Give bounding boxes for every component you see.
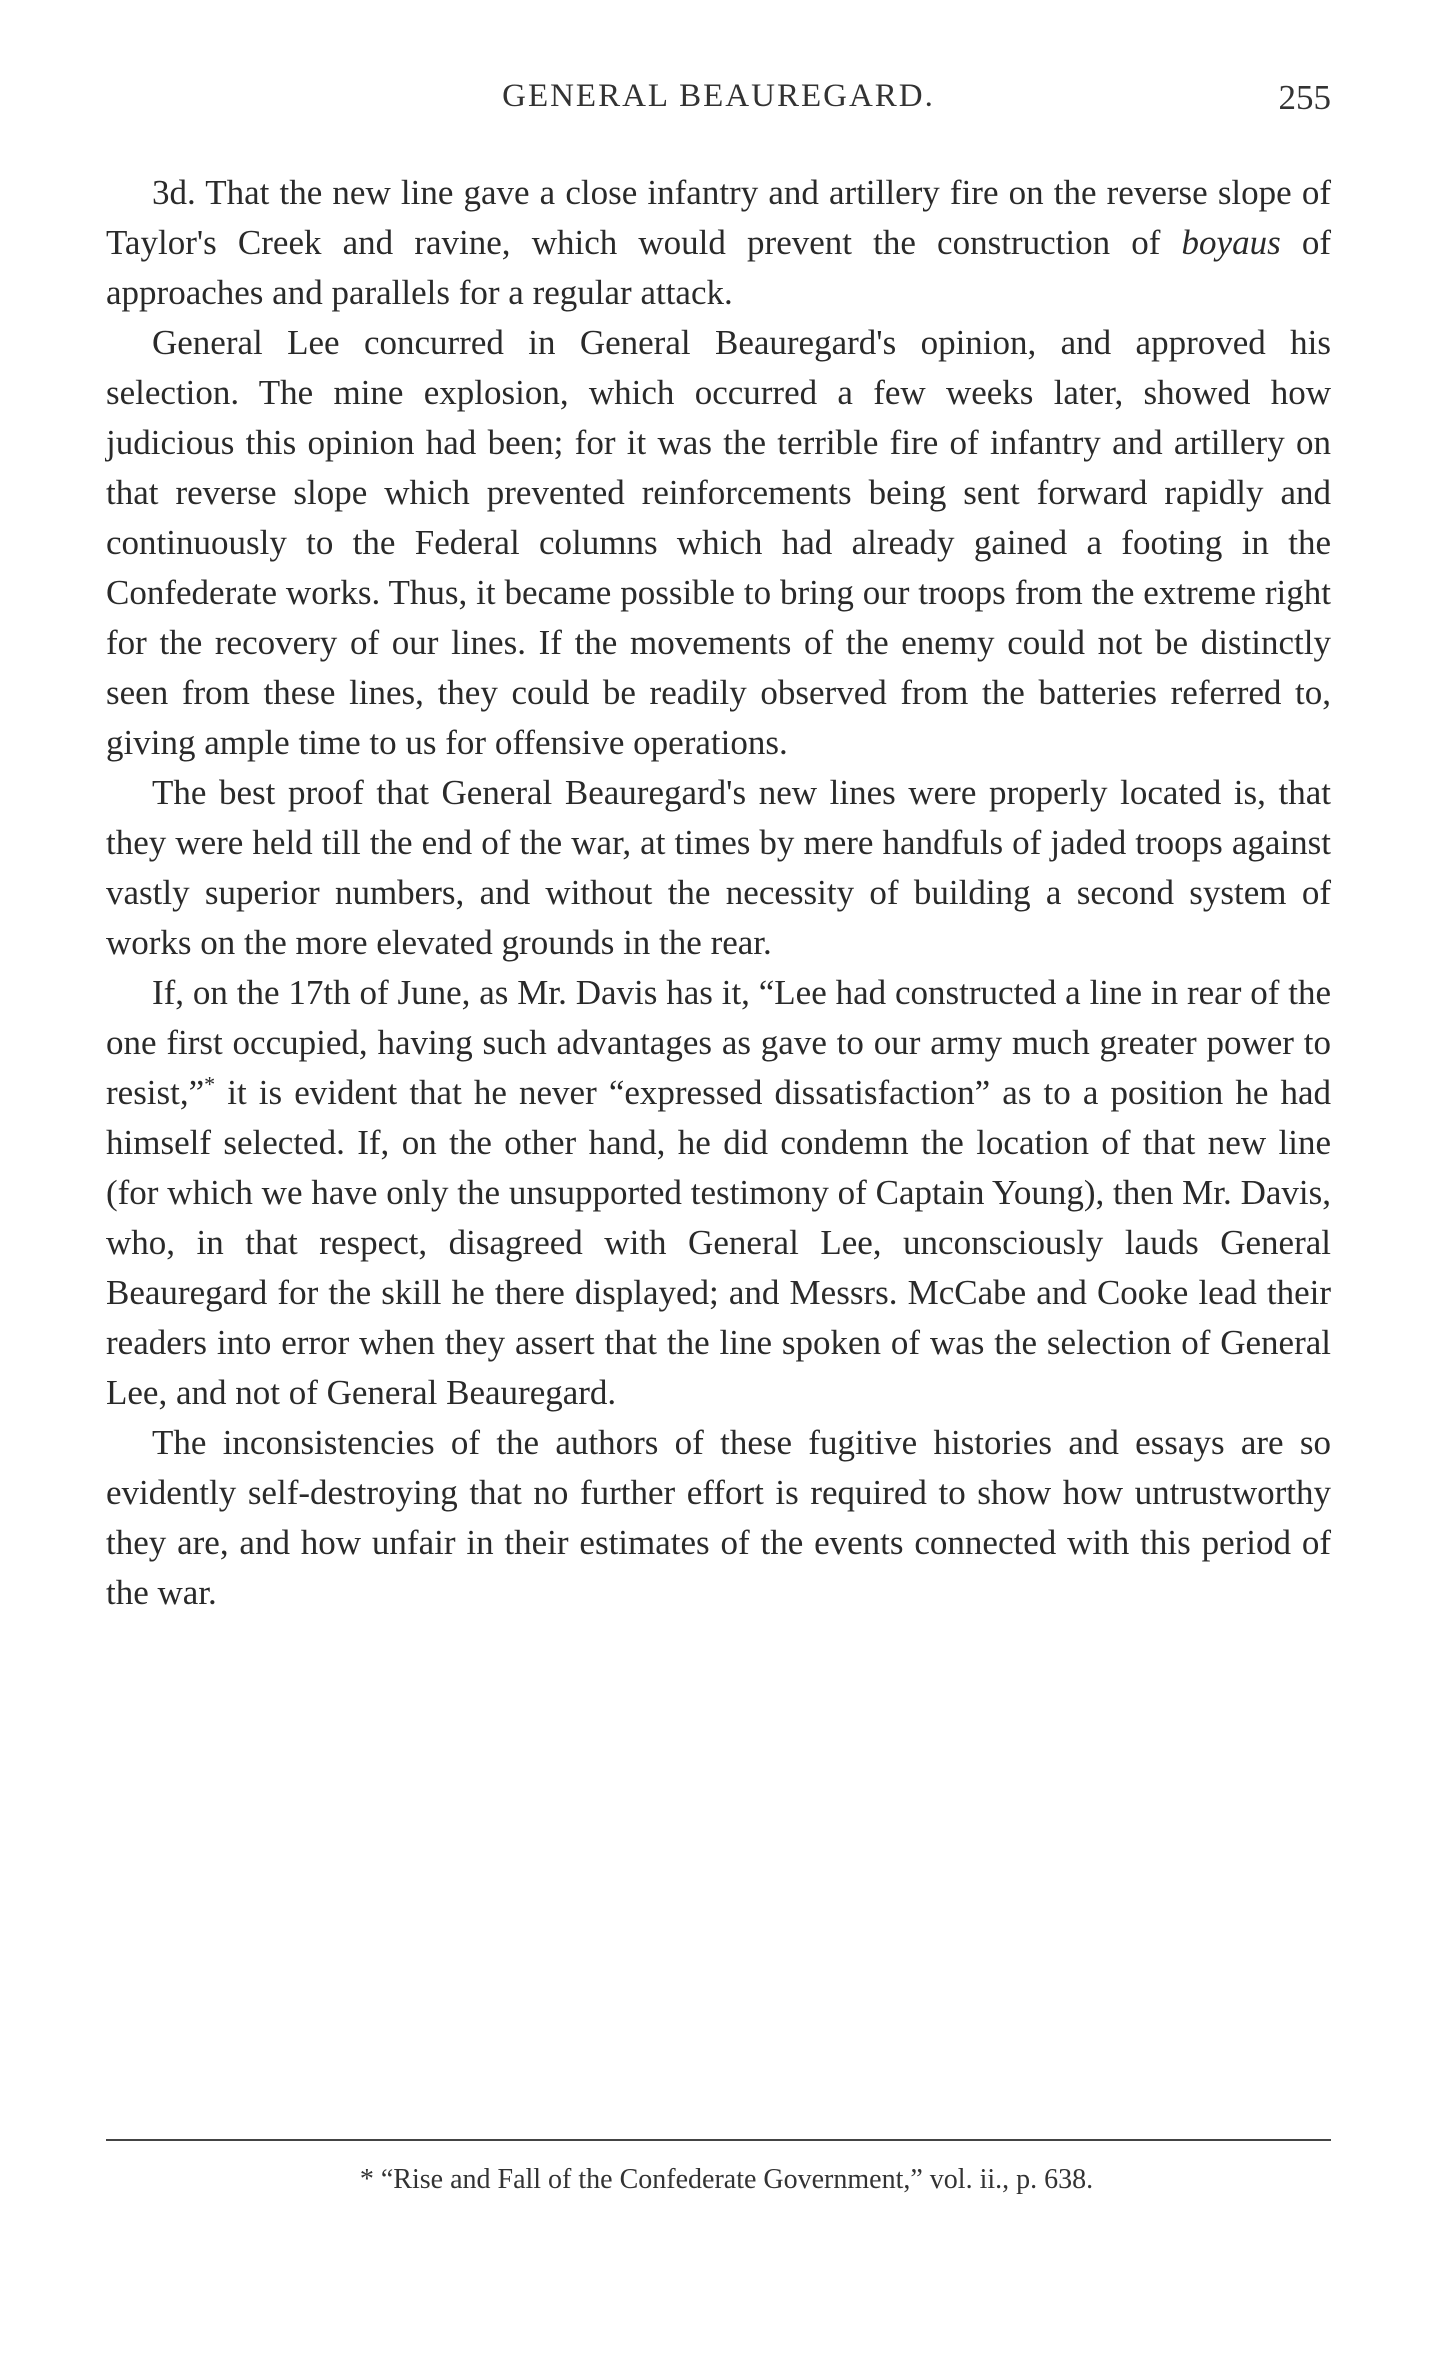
paragraph-2: General Lee concurred in General Beauregard's opinion, and approved his selection. The mine explosion, which occurred a few weeks later, showed how judicious this opinion had been; for it was the terrible fire of infantry and artillery on that reverse slope which prevented reinforcements being sent forward rapidly and continuously to the Federal columns which had already gained a footing in the Confederate works. Thus, it became possible to bring our troops from the extreme right for the recovery of our lines. If the movements of the enemy could not be distinctly seen from these lines, they could be readily observed from the batteries referred to, giving ample time to us for offensive operations. [106,323,1331,762]
footnote-marker: * [204,1071,216,1097]
footnote-divider [106,2139,1331,2141]
paragraph-5: The inconsistencies of the authors of these fugitive histories and essays are so evidently self-destroying that no further effort is required to show how untrustworthy they are, and how unfair in their estimates of the events connected with this period of the war. [106,1423,1331,1612]
page-header [106,78,1331,130]
page-number: 255 [1278,78,1331,117]
paragraph-4-text-b: it is evident that he never “expressed dissatisfaction” as to a position he had himself selected. If, on the other hand, he did condemn the location of that new line (for which we have only the unsupported testimony of Captain Young), then Mr. Davis, who, in that respect, disagreed with General Lee, unconsciously lauds General Beauregard for the skill he there displayed; and Messrs. McCabe and Cooke lead their readers into error when they assert that the line spoken of was the selection of General Lee, and not of General Beauregard. [106,1073,1331,1412]
body-text [106,168,1331,1618]
paragraph-3: The best proof that General Beauregard's new lines were properly located is, that they were held till the end of the war, at times by mere handfuls of jaded troops against vastly superior numbers, and without the necessity of building a second system of works on the more elevated grounds in the rear. [106,773,1331,962]
paragraph-1-text-b: of approaches and parallels for a regular attack. [106,223,1331,312]
paragraph-4 [106,968,1331,1418]
paragraph-1-text-a: 3d. That the new line gave a close infantry and artillery fire on the reverse slope of Taylor's Creek and ravine, which would prevent the construction of [106,173,1331,262]
footnote: * “Rise and Fall of the Confederate Government,” vol. ii., p. 638. [359,2164,1094,2195]
running-head: GENERAL BEAUREGARD. [502,78,935,114]
italic-term: boyaus [1181,223,1281,262]
paragraph-4-text-a: If, on the 17th of June, as Mr. Davis has it, “Lee had constructed a line in rear of the one first occupied, having such advantages as gave to our army much greater power to resist,” [106,973,1331,1112]
paragraph-1 [106,168,1331,318]
